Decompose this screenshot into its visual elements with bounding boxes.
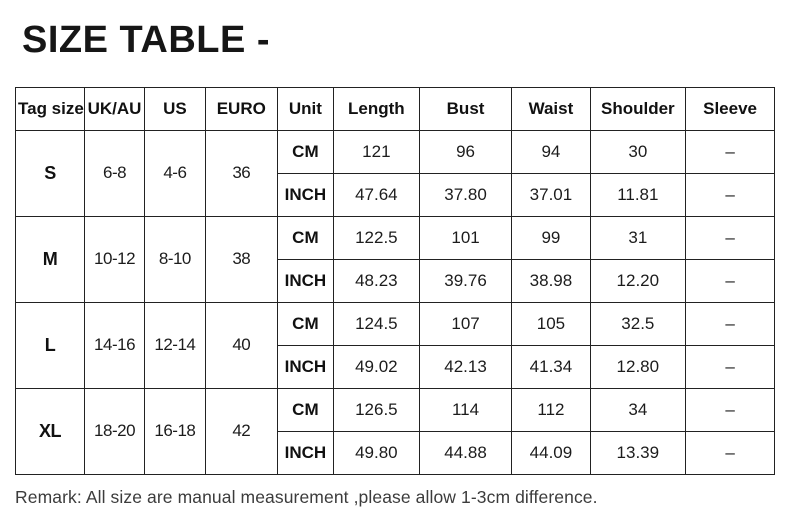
inch-value-cell-0: 47.64 bbox=[333, 173, 419, 216]
cm-value-cell-3: 34 bbox=[590, 388, 686, 431]
unit-inch-cell: INCH bbox=[277, 431, 333, 474]
size-row-s-cm bbox=[16, 130, 775, 173]
size-row-m-cm bbox=[16, 216, 775, 259]
inch-value-cell-1: 39.76 bbox=[419, 259, 512, 302]
col-header-unit: Unit bbox=[277, 87, 333, 130]
unit-inch-cell: INCH bbox=[277, 173, 333, 216]
unit-cm-cell: CM bbox=[277, 302, 333, 345]
inch-value-cell-0: 48.23 bbox=[333, 259, 419, 302]
inch-value-cell-4: – bbox=[686, 173, 775, 216]
tag-size-cell: XL bbox=[16, 388, 85, 474]
cm-value-cell-2: 94 bbox=[512, 130, 590, 173]
inch-value-cell-2: 41.34 bbox=[512, 345, 590, 388]
uk-au-cell: 10-12 bbox=[85, 216, 145, 302]
size-table bbox=[15, 87, 775, 475]
cm-value-cell-3: 31 bbox=[590, 216, 686, 259]
cm-value-cell-1: 96 bbox=[419, 130, 512, 173]
inch-value-cell-2: 38.98 bbox=[512, 259, 590, 302]
inch-value-cell-3: 11.81 bbox=[590, 173, 686, 216]
cm-value-cell-2: 105 bbox=[512, 302, 590, 345]
uk-au-cell: 6-8 bbox=[85, 130, 145, 216]
col-header-euro: EURO bbox=[205, 87, 277, 130]
remark-text: Remark: All size are manual measurement ,please allow 1-3cm difference. bbox=[15, 486, 598, 507]
col-header-shoulder: Shoulder bbox=[590, 87, 686, 130]
inch-value-cell-0: 49.80 bbox=[333, 431, 419, 474]
inch-value-cell-3: 12.80 bbox=[590, 345, 686, 388]
inch-value-cell-4: – bbox=[686, 259, 775, 302]
inch-value-cell-4: – bbox=[686, 431, 775, 474]
uk-au-cell: 14-16 bbox=[85, 302, 145, 388]
cm-value-cell-3: 30 bbox=[590, 130, 686, 173]
cm-value-cell-2: 99 bbox=[512, 216, 590, 259]
us-cell: 4-6 bbox=[145, 130, 206, 216]
us-cell: 12-14 bbox=[145, 302, 206, 388]
col-header-sleeve: Sleeve bbox=[686, 87, 775, 130]
cm-value-cell-3: 32.5 bbox=[590, 302, 686, 345]
page-title: SIZE TABLE - bbox=[22, 19, 271, 61]
cm-value-cell-1: 107 bbox=[419, 302, 512, 345]
cm-value-cell-2: 112 bbox=[512, 388, 590, 431]
cm-value-cell-0: 124.5 bbox=[333, 302, 419, 345]
header-row bbox=[16, 87, 775, 130]
cm-value-cell-4: – bbox=[686, 216, 775, 259]
euro-cell: 42 bbox=[205, 388, 277, 474]
inch-value-cell-1: 42.13 bbox=[419, 345, 512, 388]
tag-size-cell: S bbox=[16, 130, 85, 216]
unit-inch-cell: INCH bbox=[277, 259, 333, 302]
col-header-waist: Waist bbox=[512, 87, 590, 130]
tag-size-cell: L bbox=[16, 302, 85, 388]
col-header-bust: Bust bbox=[419, 87, 512, 130]
us-cell: 16-18 bbox=[145, 388, 206, 474]
uk-au-cell: 18-20 bbox=[85, 388, 145, 474]
inch-value-cell-3: 12.20 bbox=[590, 259, 686, 302]
inch-value-cell-1: 44.88 bbox=[419, 431, 512, 474]
cm-value-cell-1: 114 bbox=[419, 388, 512, 431]
cm-value-cell-4: – bbox=[686, 302, 775, 345]
col-header-us: US bbox=[145, 87, 206, 130]
euro-cell: 36 bbox=[205, 130, 277, 216]
cm-value-cell-0: 122.5 bbox=[333, 216, 419, 259]
inch-value-cell-0: 49.02 bbox=[333, 345, 419, 388]
unit-inch-cell: INCH bbox=[277, 345, 333, 388]
cm-value-cell-4: – bbox=[686, 388, 775, 431]
col-header-uk-au: UK/AU bbox=[85, 87, 145, 130]
size-row-xl-cm bbox=[16, 388, 775, 431]
unit-cm-cell: CM bbox=[277, 130, 333, 173]
us-cell: 8-10 bbox=[145, 216, 206, 302]
inch-value-cell-2: 44.09 bbox=[512, 431, 590, 474]
euro-cell: 40 bbox=[205, 302, 277, 388]
tag-size-cell: M bbox=[16, 216, 85, 302]
cm-value-cell-0: 126.5 bbox=[333, 388, 419, 431]
size-row-l-cm bbox=[16, 302, 775, 345]
euro-cell: 38 bbox=[205, 216, 277, 302]
col-header-length: Length bbox=[333, 87, 419, 130]
inch-value-cell-4: – bbox=[686, 345, 775, 388]
cm-value-cell-1: 101 bbox=[419, 216, 512, 259]
size-table-body bbox=[16, 130, 775, 474]
col-header-tag-size: Tag size bbox=[16, 87, 85, 130]
unit-cm-cell: CM bbox=[277, 388, 333, 431]
inch-value-cell-3: 13.39 bbox=[590, 431, 686, 474]
inch-value-cell-1: 37.80 bbox=[419, 173, 512, 216]
cm-value-cell-4: – bbox=[686, 130, 775, 173]
unit-cm-cell: CM bbox=[277, 216, 333, 259]
inch-value-cell-2: 37.01 bbox=[512, 173, 590, 216]
cm-value-cell-0: 121 bbox=[333, 130, 419, 173]
